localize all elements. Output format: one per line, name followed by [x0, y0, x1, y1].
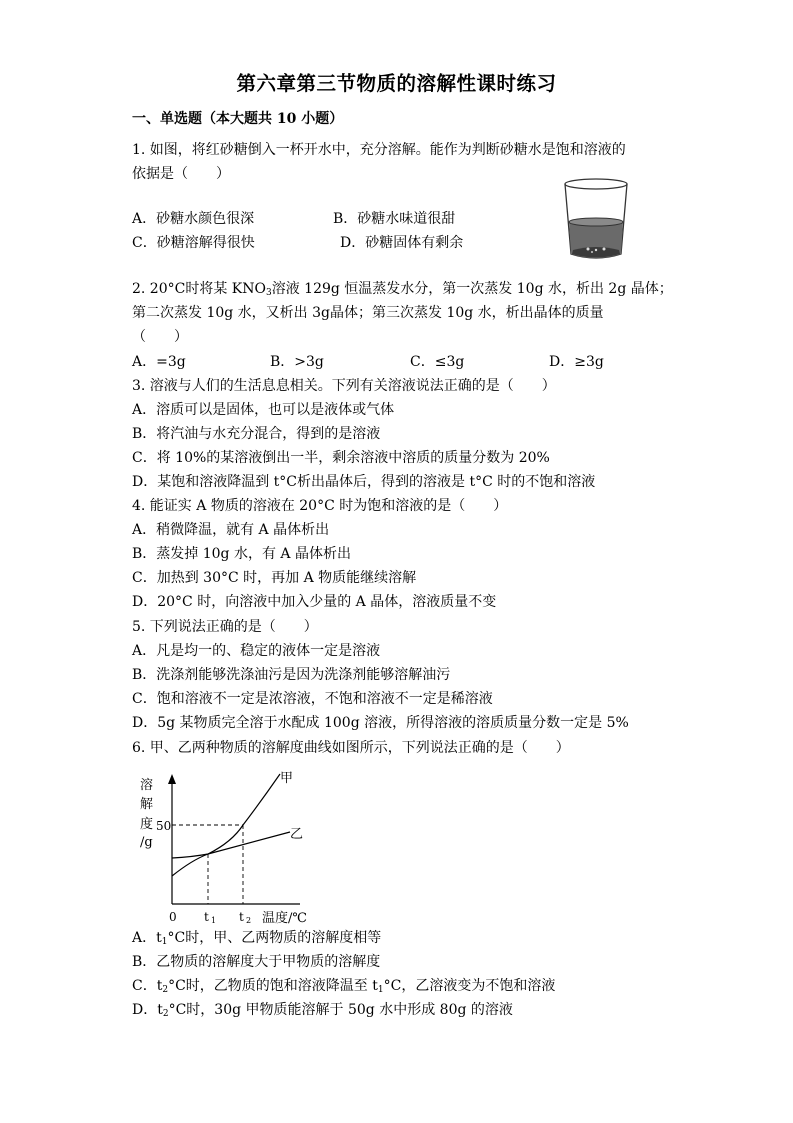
q2-stem-line1: [132, 280, 673, 302]
xtick-t2-sub: 2: [246, 916, 252, 924]
sugar-water-glass-image: [560, 176, 632, 262]
solubility-curve-figure: [132, 768, 312, 924]
ytick-50: 50: [156, 819, 172, 833]
q2-stem-part1: 2. 20°C时将某 KNO: [132, 281, 266, 297]
xlabel: 温度/℃: [262, 911, 307, 924]
q1-stem-line2: 依据是（ ）: [132, 166, 230, 182]
q6-c-part3: °C，乙溶液变为不饱和溶液: [383, 978, 556, 994]
q2-stem-part2: 溶液 129g 恒温蒸发水分，第一次蒸发 10g 水，析出 2g 晶体；: [271, 281, 673, 297]
q6-stem: 6. 甲、乙两种物质的溶解度曲线如图所示，下列说法正确的是（ ）: [132, 740, 570, 756]
ylabel-3: 度: [140, 817, 154, 832]
q1-option-a: A．砂糖水颜色很深: [132, 211, 255, 227]
q4-option-d: D．20°C 时，向溶液中加入少量的 A 晶体，溶液质量不变: [132, 594, 497, 610]
y-axis-arrow: [168, 774, 176, 784]
q2-stem-line2: 第二次蒸发 10g 水，又析出 3g晶体；第三次蒸发 10g 水，析出晶体的质量: [132, 305, 604, 321]
xtick-t2: t: [239, 910, 244, 924]
q2-stem-line3: （ ）: [132, 329, 188, 345]
q2-option-c: C．≤3g: [410, 354, 465, 370]
q1-option-c: C．砂糖溶解得很快: [132, 235, 255, 251]
ylabel-4: /g: [140, 835, 153, 850]
xtick-t1: t: [204, 910, 209, 924]
q3-stem: 3. 溶液与人们的生活息息相关。下列有关溶液说法正确的是（ ）: [132, 378, 556, 394]
q6-c-sub2: 1: [377, 985, 384, 995]
ylabel-2: 解: [140, 797, 154, 812]
q6-option-d: [132, 1001, 513, 1023]
section-heading: 一、单选题（本大题共 10 小题）: [132, 111, 344, 127]
q6-a-part1: A．t: [132, 930, 162, 946]
q5-option-a: A．凡是均一的、稳定的液体一定是溶液: [132, 643, 381, 659]
q2-option-d: D．≥3g: [549, 354, 604, 370]
ylabel-1: 溶: [140, 778, 154, 793]
q1-stem-line1: 1. 如图，将红砂糖倒入一杯开水中，充分溶解。能作为判断砂糖水是饱和溶液的: [132, 142, 626, 158]
label-jia: 甲: [280, 771, 294, 786]
q6-a-sub: 1: [161, 937, 168, 947]
q4-option-a: A．稍微降温，就有 A 晶体析出: [132, 522, 330, 538]
q1-option-b: B．砂糖水味道很甜: [333, 211, 456, 227]
q3-option-d: D．某饱和溶液降温到 t°C析出晶体后，得到的溶液是 t°C 时的不饱和溶液: [132, 474, 596, 490]
q6-c-sub1: 2: [162, 985, 169, 995]
xtick-t1-sub: 1: [211, 916, 217, 924]
q6-option-a: [132, 929, 381, 951]
q1-option-d: D．砂糖固体有剩余: [340, 235, 464, 251]
q5-option-d: D．5g 某物质完全溶于水配成 100g 溶液，所得溶液的溶质质量分数一定是 5%: [132, 715, 629, 731]
q4-stem: 4. 能证实 A 物质的溶液在 20°C 时为饱和溶液的是（ ）: [132, 498, 508, 514]
q5-stem: 5. 下列说法正确的是（ ）: [132, 619, 318, 635]
q2-option-a: A．=3g: [132, 354, 186, 370]
q3-option-b: B．将汽油与水充分混合，得到的是溶液: [132, 426, 381, 442]
q6-c-part1: C．t: [132, 978, 163, 994]
q6-d-part2: °C时，30g 甲物质能溶解于 50g 水中形成 80g 的溶液: [168, 1002, 513, 1018]
page-title: 第六章第三节物质的溶解性课时练习: [236, 72, 557, 95]
xtick-0: 0: [169, 910, 177, 924]
q4-option-b: B．蒸发掉 10g 水，有 A 晶体析出: [132, 546, 351, 562]
q6-d-sub: 2: [162, 1009, 169, 1019]
q6-option-c: [132, 977, 555, 999]
q5-option-c: C．饱和溶液不一定是浓溶液，不饱和溶液不一定是稀溶液: [132, 691, 493, 707]
q3-option-a: A．溶质可以是固体，也可以是液体或气体: [132, 402, 395, 418]
q6-a-part2: °C时，甲、乙两物质的溶解度相等: [167, 930, 382, 946]
q2-option-b: B．>3g: [270, 354, 324, 370]
q6-d-part1: D．t: [132, 1002, 163, 1018]
q5-option-b: B．洗涤剂能够洗涤油污是因为洗涤剂能够溶解油污: [132, 667, 451, 683]
q3-option-c: C．将 10%的某溶液倒出一半，剩余溶液中溶质的质量分数为 20%: [132, 450, 550, 466]
q6-option-b: B．乙物质的溶解度大于甲物质的溶解度: [132, 954, 381, 970]
q2-subscript: 3: [265, 288, 272, 298]
label-yi: 乙: [290, 827, 304, 842]
curve-yi: [172, 832, 290, 858]
q6-c-part2: °C时，乙物质的饱和溶液降温至 t: [168, 978, 378, 994]
q4-option-c: C．加热到 30°C 时，再加 A 物质能继续溶解: [132, 570, 417, 586]
